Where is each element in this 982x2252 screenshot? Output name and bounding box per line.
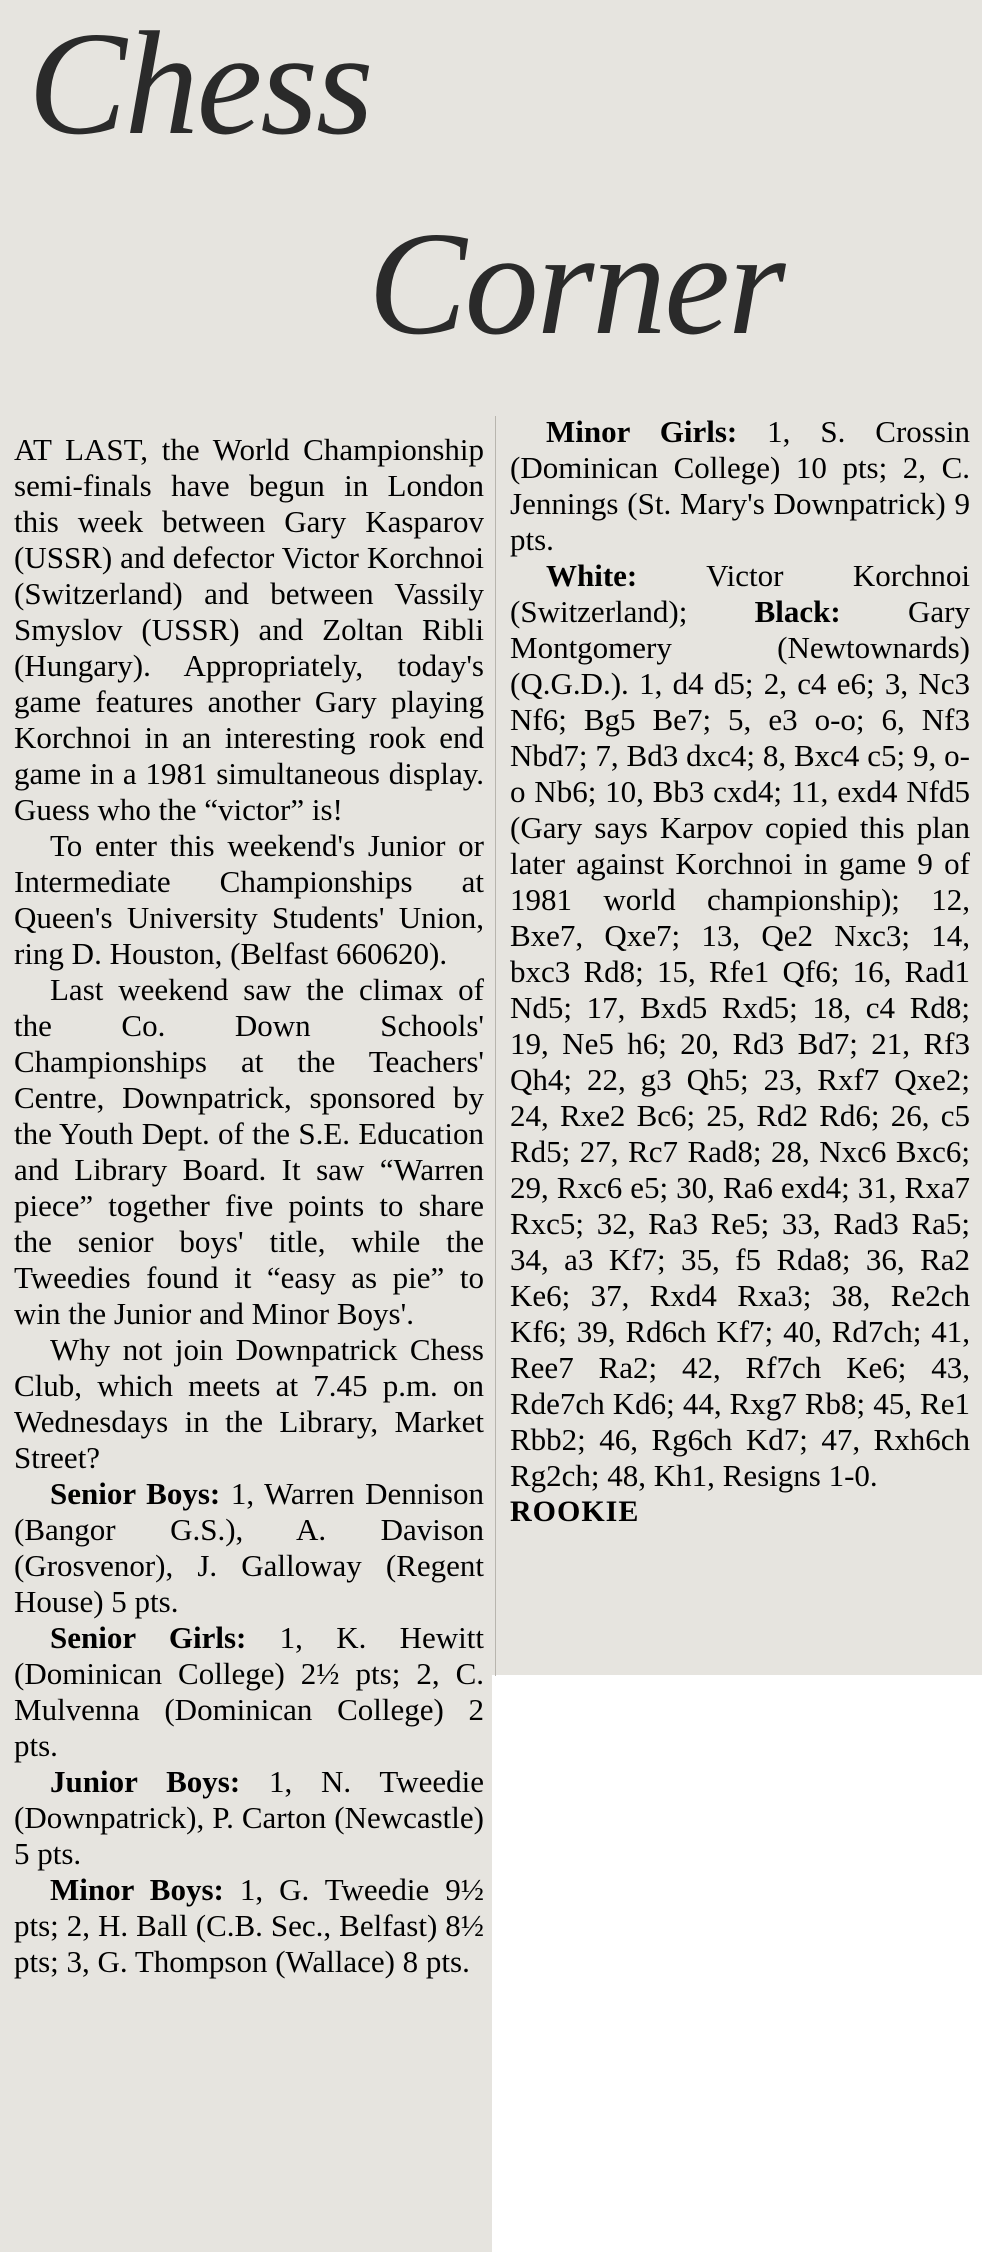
result-text: 1, K. Hewitt (Dominican College) 2½ pts; 2, C. Mulvenna (Dominican College) 2 pts. (14, 1620, 484, 1763)
club-paragraph: Why not join Downpatrick Chess Club, which meets at 7.45 p.m. on Wednesdays in the Library, Market Street? (14, 1332, 484, 1475)
white-label: White: (546, 558, 638, 593)
result-minor-girls (510, 414, 970, 558)
result-text: 1, S. Crossin (Dominican College) 10 pts; 2, C. Jennings (St. Mary's Downpatrick) 9 pts. (510, 414, 971, 557)
result-junior-boys (14, 1764, 484, 1872)
result-senior-girls (14, 1620, 484, 1764)
masthead-corner: Corner (368, 202, 784, 366)
enter-paragraph: To enter this weekend's Junior or Intermediate Championships at Queen's University Students' Union, ring D. Houston, (Belfast 660620). (14, 828, 484, 971)
column-divider (495, 416, 496, 1676)
last-weekend-paragraph: Last weekend saw the climax of the Co. Down Schools' Championships at the Teachers' Centre, Downpatrick, sponsored by the Youth Dept. of the S.E. Education and Library Board. It saw “Warren piece” together five points to share the senior boys' title, while the Tweedies found it “easy as pie” to win the Junior and Minor Boys'. (14, 972, 484, 1331)
white-player: Victor Korchnoi (Switzerland); (510, 558, 970, 629)
result-label: Minor Boys: (50, 1872, 224, 1907)
right-column (510, 414, 970, 1530)
result-minor-boys (14, 1872, 484, 1980)
result-text: 1, Warren Dennison (Bangor G.S.), A. Davison (Grosvenor), J. Galloway (Regent House) 5 pts. (14, 1476, 484, 1619)
intro-paragraph: AT LAST, the World Championship semi-finals have begun in London this week between Gary Kasparov (USSR) and defector Victor Korchnoi (Switzerland) and between Vassily Smyslov (USSR) and Zoltan Ribli (Hungary). Appropriately, today's game features another Gary playing Korchnoi in an interesting rook end game in a 1981 simultaneous display. Guess who the “victor” is! (14, 432, 484, 827)
game-moves: Gary Montgomery (Newtownards) (Q.G.D.). 1, d4 d5; 2, c4 e6; 3, Nc3 Nf6; Bg5 Be7; 5, e3 o-o; 6, Nf3 Nbd7; 7, Bd3 dxc4; 8, Bxc4 c5; 9, o-o Nb6; 10, Bb3 cxd4; 11, exd4 Nfd5 (Gary says Karpov copied this plan later against Korchnoi in game 9 of 1981 world championship); 12, Bxe7, Qxe7; 13, Qe2 Nxc3; 14, bxc3 Rd8; 15, Rfe1 Qf6; 16, Rad1 Nd5; 17, Bxd5 Rxd5; 18, c4 Rd8; 19, Ne5 h6; 20, Rd3 Bd7; 21, Rf3 Qh4; 22, g3 Qh5; 23, Rxf7 Qxe2; 24, Rxe2 Bc6; 25, Rd2 Rd6; 26, c5 Rd5; 27, Rc7 Rad8; 28, Nxc6 Bxc6; 29, Rxc6 e5; 30, Ra6 exd4; 31, Rxa7 Rxc5; 32, Ra3 Re5; 33, Rad3 Ra5; 34, a3 Kf7; 35, f5 Rda8; 36, Ra2 Ke6; 37, Rxd4 Rxa3; 38, Re2ch Kf6; 39, Rd6ch Kf7; 40, Rd7ch; 41, Ree7 Ra2; 42, Rf7ch Ke6; 43, Rde7ch Kd6; 44, Rxg7 Rb8; 45, Re1 Rbb2; 46, Rg6ch Kd7; 47, Rxh6ch Rg2ch; 48, Kh1, Resigns 1-0. (510, 594, 970, 1493)
result-label: Junior Boys: (50, 1764, 241, 1799)
result-label: Minor Girls: (546, 414, 738, 449)
result-text: 1, N. Tweedie (Downpatrick), P. Carton (Newcastle) 5 pts. (14, 1764, 484, 1871)
black-label: Black: (754, 594, 841, 629)
result-senior-boys (14, 1476, 484, 1620)
game-score (510, 558, 970, 1494)
result-label: Senior Boys: (50, 1476, 221, 1511)
masthead-chess: Chess (28, 2, 372, 166)
result-text: 1, G. Tweedie 9½ pts; 2, H. Ball (C.B. Sec., Belfast) 8½ pts; 3, G. Thompson (Wallace) 8 pts. (14, 1872, 484, 1979)
byline: ROOKIE (510, 1495, 640, 1528)
left-column (14, 432, 484, 1980)
result-label: Senior Girls: (50, 1620, 247, 1655)
